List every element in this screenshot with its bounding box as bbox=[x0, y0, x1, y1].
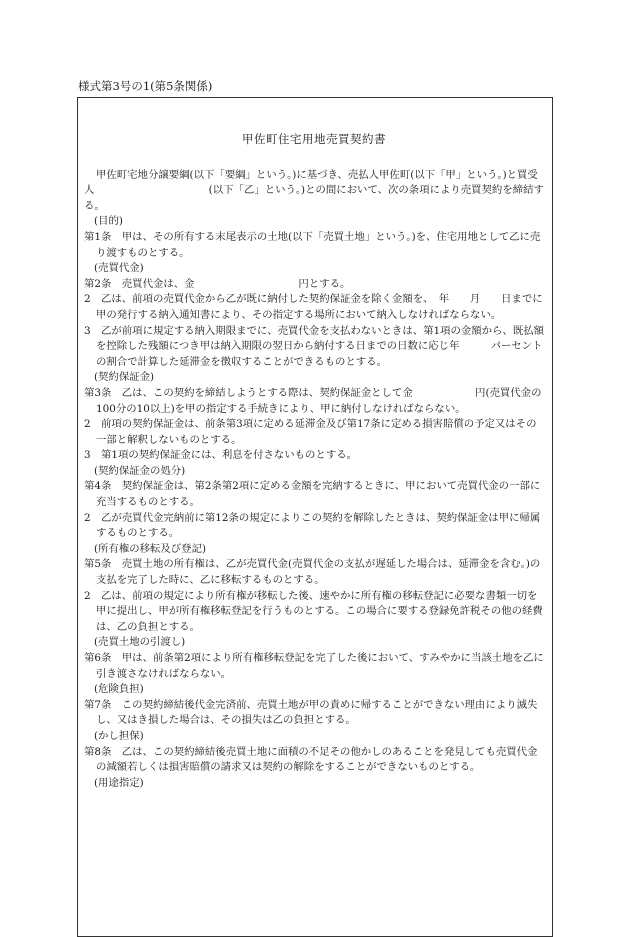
contract-title: 甲佐町住宅用地売買契約書 bbox=[242, 132, 386, 146]
article-paragraph: 第3条 乙は、この契約を締結しようとする際は、契約保証金として金 円(売買代金の100分の10以上)を甲の指定する手続きにより、甲に納付しなければならない。 bbox=[84, 386, 542, 415]
article-paragraph: 第7条 この契約締結後代金完済前、売買土地が甲の責めに帰することができない理由により滅失し、又はき損した場合は、その損失は乙の負担とする。 bbox=[84, 698, 538, 727]
article-heading: (所有権の移転及び登記) bbox=[94, 542, 207, 555]
article-heading: (契約保証金) bbox=[94, 371, 155, 384]
article-heading: (かし担保) bbox=[94, 729, 144, 742]
contract-frame bbox=[77, 97, 553, 937]
clause-paragraph: 3 乙が前項に規定する納入期限までに、売買代金を支払わないときは、第1項の金額から、既払額を控除した残額につき甲は納入期限の翌日から納付する日までの日数に応じ年 パーセントの割合で計算した延滞金を徴収することができるものとする。 bbox=[84, 324, 545, 368]
article-paragraph: 第8条 乙は、この契約締結後売買土地に面積の不足その他かしのあることを発見しても売買代金の減額若しくは損害賠償の請求又は契約の解除をすることができないものとする。 bbox=[84, 745, 538, 774]
clause-paragraph: 3 第1項の契約保証金には、利息を付さないものとする。 bbox=[84, 449, 357, 462]
contract-body bbox=[84, 168, 544, 792]
article-heading: (危険負担) bbox=[94, 683, 144, 696]
article-paragraph: 第1条 甲は、その所有する末尾表示の土地(以下「売買土地」という。)を、住宅用地として乙に売り渡すものとする。 bbox=[84, 230, 541, 259]
article-heading: (用途指定) bbox=[94, 776, 144, 789]
preamble: 甲佐町宅地分譲要綱(以下「要綱」という。)に基づき、売払人甲佐町(以下「甲」という。)と買受人 (以下「乙」という。)との間において、次の条項により売買契約を締結する。 bbox=[84, 168, 544, 212]
article-paragraph: 第4条 契約保証金は、第2条第2項に定める金額を完納するときに、甲において売買代金の一部に充当するものとする。 bbox=[84, 480, 541, 509]
clause-paragraph: 2 乙は、前項の規定により所有権が移転した後、速やかに所有権の移転登記に必要な書類一切を甲に提出し、甲が所有権移転登記を行うものとする。この場合に要する登録免許税その他の経費は、乙の負担とする。 bbox=[84, 589, 543, 633]
article-heading: (目的) bbox=[94, 215, 123, 228]
clause-paragraph: 2 乙は、前項の売買代金から乙が既に納付した契約保証金を除く金額を、 年 月 日までに甲の発行する納入通知書により、その指定する場所において納入しなければならない。 bbox=[84, 293, 543, 321]
article-paragraph: 第6条 甲は、前条第2項により所有権移転登記を完了した後において、すみやかに当該土地を乙に引き渡さなければならない。 bbox=[84, 652, 544, 680]
form-number: 様式第3号の1(第5条関係) bbox=[78, 79, 213, 93]
clause-paragraph: 2 乙が売買代金完納前に第12条の規定によりこの契約を解除したときは、契約保証金は甲に帰属するものとする。 bbox=[84, 511, 541, 540]
article-heading: (契約保証金の処分) bbox=[94, 464, 186, 477]
article-heading: (売買代金) bbox=[94, 262, 144, 275]
article-paragraph: 第2条 売買代金は、金 円とする。 bbox=[84, 277, 351, 290]
article-paragraph: 第5条 売買土地の所有権は、乙が売買代金(売買代金の支払が遅延した場合は、延滞金を含む。)の支払を完了した時に、乙に移転するものとする。 bbox=[84, 558, 541, 587]
article-heading: (売買土地の引渡し) bbox=[94, 636, 186, 649]
clause-paragraph: 2 前項の契約保証金は、前条第3項に定める延滞金及び第17条に定める損害賠償の予定又はその一部と解釈しないものとする。 bbox=[84, 418, 537, 446]
